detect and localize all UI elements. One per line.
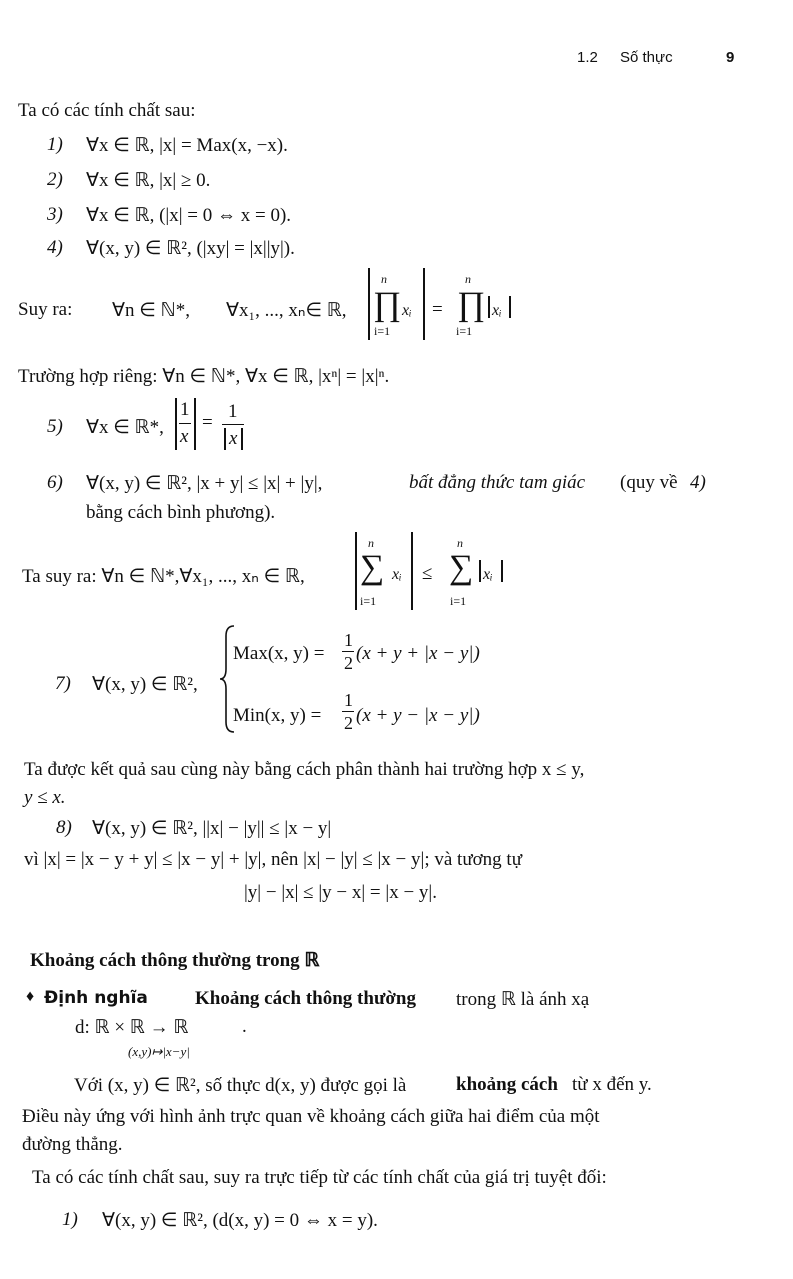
prop-3-text: ∀x ∈ ℝ, (|x| = 0 ⇔ x = 0). <box>86 205 292 226</box>
prod-upper: n <box>381 272 387 286</box>
prod2-upper: n <box>465 272 471 286</box>
prod2-symbol: ∏ <box>457 286 485 323</box>
dist-prop-1-number: 1) <box>62 1209 78 1230</box>
sum-bar-l <box>355 532 357 610</box>
prod2-lower: i=1 <box>456 324 473 338</box>
p5-rhs-bar-r <box>241 428 243 450</box>
sum2-upper: n <box>457 536 463 550</box>
sum-label: Ta suy ra: ∀n ∈ ℕ*,∀x₁, ..., xₙ ∈ ℝ, <box>22 566 305 587</box>
prop-8-text: ∀(x, y) ∈ ℝ², ||x| − |y|| ≤ |x − y| <box>92 818 332 839</box>
prop-7-text: ∀(x, y) ∈ ℝ², <box>92 674 198 695</box>
sum-lower: i=1 <box>360 594 377 608</box>
properties-intro: Ta có các tính chất sau, suy ra trực tiếp từ các tính chất của giá trị tuyệt đối: <box>32 1167 607 1188</box>
prod-symbol: ∏ <box>373 286 401 323</box>
p5-equals: = <box>202 412 213 433</box>
prop-6-ref: 4) <box>690 472 706 493</box>
with-text: Với (x, y) ∈ ℝ², số thực d(x, y) được gọi là <box>74 1075 407 1096</box>
abs-bar-right <box>423 268 425 340</box>
sum-le: ≤ <box>422 563 433 584</box>
sum2-symbol: ∑ <box>449 549 474 586</box>
similarly-text: |y| − |x| ≤ |y − x| = |x − y|. <box>244 882 437 903</box>
section-title-header: Số thực <box>620 49 673 66</box>
definition-term: Khoảng cách thông thường <box>195 988 416 1009</box>
prop-2-number: 2) <box>47 169 63 190</box>
prop-4-number: 4) <box>47 237 63 258</box>
bullet-icon: ♦ <box>26 988 35 1005</box>
p5-rhs-num: 1 <box>228 401 238 422</box>
p5-den: x <box>180 426 189 447</box>
sum-term: xᵢ <box>392 566 402 583</box>
abs-small-left <box>488 296 490 318</box>
intuition-text-2: đường thẳng. <box>22 1134 123 1155</box>
prop-6-rest: (quy về <box>620 472 678 493</box>
sum-symbol: ∑ <box>360 549 385 586</box>
prod2-term: xᵢ <box>492 302 502 319</box>
sum-bar-r <box>411 532 413 610</box>
section-heading: Khoảng cách thông thường trong ℝ <box>30 950 320 971</box>
page-number: 9 <box>726 49 735 66</box>
p5-fraction-line <box>179 423 191 424</box>
abs-small-right <box>509 296 511 318</box>
min-frac-num: 1 <box>344 690 353 710</box>
map-dot: . <box>242 1016 247 1037</box>
p5-bar-r <box>194 398 196 450</box>
prop-5-text: ∀x ∈ ℝ*, <box>86 417 164 438</box>
prop-1-text: ∀x ∈ ℝ, |x| = Max(x, −x). <box>86 135 288 156</box>
min-rhs: (x + y − |x − y|) <box>356 705 480 726</box>
prod-equals: = <box>432 299 443 320</box>
result-text: Ta được kết quả sau cùng này bằng cách phân thành hai trường hợp x ≤ y, <box>24 759 585 780</box>
dist-prop-1-text: ∀(x, y) ∈ ℝ², (d(x, y) = 0 ⇔ x = y). <box>102 1210 378 1231</box>
definition-rest: trong ℝ là ánh xạ <box>456 989 590 1010</box>
min-frac-den: 2 <box>344 713 353 733</box>
prop-6-text: ∀(x, y) ∈ ℝ², |x + y| ≤ |x| + |y|, <box>86 473 323 494</box>
special-case-text: Trường hợp riêng: ∀n ∈ ℕ*, ∀x ∈ ℝ, |xⁿ| = |x|ⁿ. <box>18 366 390 387</box>
suyra-quantifier-n: ∀n ∈ ℕ*, <box>112 300 191 321</box>
prop-1-number: 1) <box>47 134 63 155</box>
abs-bar-left <box>368 268 370 340</box>
max-frac-line <box>342 651 354 652</box>
max-frac-den: 2 <box>344 653 353 673</box>
definition-label: Định nghĩa <box>44 988 148 1008</box>
min-lhs: Min(x, y) = <box>233 705 322 726</box>
with-text-end: từ x đến y. <box>572 1074 652 1095</box>
sum2-lower: i=1 <box>450 594 467 608</box>
map-signature: d: ℝ × ℝ → ℝ <box>75 1017 189 1038</box>
distance-term: khoảng cách <box>456 1074 558 1095</box>
prop-8-number: 8) <box>56 817 72 838</box>
sum-upper: n <box>368 536 374 550</box>
p5-rhs-bar-l <box>224 428 226 450</box>
suyra-label: Suy ra: <box>18 299 73 320</box>
sum2-bar-l <box>479 560 481 582</box>
sum2-bar-r <box>501 560 503 582</box>
prop-6-line2: bằng cách bình phương). <box>86 502 276 523</box>
p5-rhs-line <box>222 424 244 425</box>
prop-7-number: 7) <box>55 673 71 694</box>
map-rule: (x,y)↦|x−y| <box>128 1044 190 1059</box>
prod-term: xᵢ <box>402 302 412 319</box>
intuition-text: Điều này ứng với hình ảnh trực quan về khoảng cách giữa hai điểm của một <box>22 1106 600 1127</box>
prop-4-text: ∀(x, y) ∈ ℝ², (|xy| = |x||y|). <box>86 238 295 259</box>
prod-lower: i=1 <box>374 324 391 338</box>
max-frac-num: 1 <box>344 630 353 650</box>
max-lhs: Max(x, y) = <box>233 643 325 664</box>
p5-rhs-den: x <box>229 428 238 449</box>
p5-num: 1 <box>180 399 190 420</box>
triangle-inequality: bất đẳng thức tam giác <box>409 472 586 493</box>
prop-5-number: 5) <box>47 416 63 437</box>
section-number: 1.2 <box>577 49 598 66</box>
sum2-term: xᵢ <box>483 566 493 583</box>
max-rhs: (x + y + |x − y|) <box>356 643 480 664</box>
suyra-quantifier-x: ∀x₁, ..., xₙ∈ ℝ, <box>226 300 347 321</box>
because-text: vì |x| = |x − y + y| ≤ |x − y| + |y|, nên |x| − |y| ≤ |x − y|; và tương tự <box>24 849 522 870</box>
prop-6-number: 6) <box>47 472 63 493</box>
p5-bar-l <box>175 398 177 450</box>
intro-text: Ta có các tính chất sau: <box>18 100 196 121</box>
prop-2-text: ∀x ∈ ℝ, |x| ≥ 0. <box>86 170 211 191</box>
prop-3-number: 3) <box>47 204 63 225</box>
result-text-2: y ≤ x. <box>24 787 66 808</box>
min-frac-line <box>342 711 354 712</box>
